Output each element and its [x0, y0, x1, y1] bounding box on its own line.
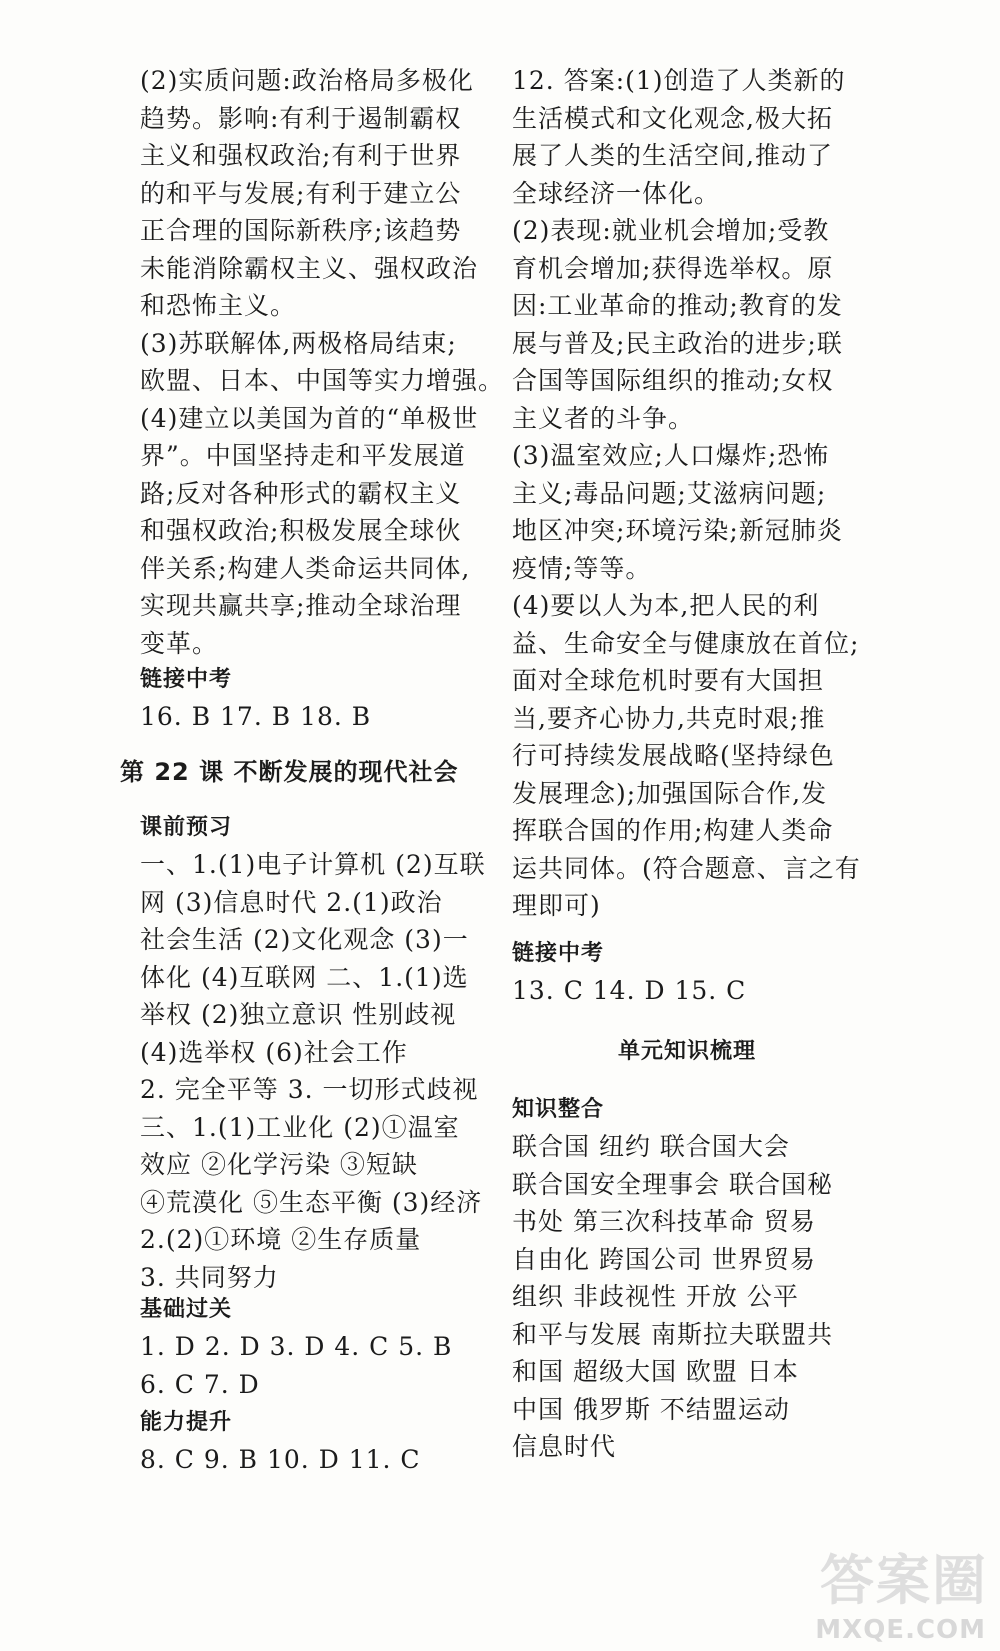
text-line: 信息时代: [512, 1432, 617, 1461]
text-line: 1. D 2. D 3. D 4. C 5. B: [140, 1332, 453, 1361]
text-line: ④荒漠化 ⑤生态平衡 (3)经济: [140, 1187, 483, 1217]
text-line: 生活模式和文化观念,极大拓: [512, 103, 833, 133]
text-line: 12. 答案:(1)创造了人类新的: [512, 66, 846, 95]
text-line: 理即可): [512, 891, 601, 920]
text-line: 益、生命安全与健康放在首位;: [512, 628, 860, 658]
text-line: 3. 共同努力: [140, 1262, 279, 1292]
unit-title: 单元知识梳理: [617, 1039, 756, 1064]
text-line: 发展理念);加强国际合作,发: [512, 778, 828, 808]
text-line: 育机会增加;获得选举权。原: [512, 253, 834, 283]
text-line: 主义者的斗争。: [512, 403, 695, 433]
text-line: 伴关系;构建人类命运共同体,: [140, 553, 471, 583]
text-line: (3)苏联解体,两极格局结束;: [140, 328, 457, 358]
text-line: 疫情;等等。: [512, 553, 652, 583]
text-line: 自由化 跨国公司 世界贸易: [512, 1244, 816, 1274]
text-line: 联合国安全理事会 联合国秘: [512, 1169, 833, 1199]
text-line: (4)选举权 (6)社会工作: [140, 1037, 408, 1067]
link-exam-heading-right: 链接中考: [512, 941, 605, 966]
text-line: (4)建立以美国为首的“单极世: [140, 403, 479, 433]
text-line: (2)表现:就业机会增加;受教: [512, 216, 830, 245]
text-line: 中国 俄罗斯 不结盟运动: [512, 1394, 790, 1424]
lesson-title: 第 22 课 不断发展的现代社会: [120, 758, 459, 786]
text-line: 全球经济一体化。: [512, 178, 721, 208]
ability-answers: 8. C 9. B 10. D 11. C: [140, 1445, 421, 1474]
text-line: 欧盟、日本、中国等实力增强。: [140, 366, 505, 395]
text-line: (2)实质问题:政治格局多极化: [140, 66, 474, 95]
ability-heading: 能力提升: [140, 1410, 233, 1435]
text-line: 运共同体。(符合题意、言之有: [512, 853, 861, 883]
integrate-heading: 知识整合: [512, 1097, 605, 1122]
text-line: 6. C 7. D: [140, 1369, 260, 1399]
text-line: 三、1.(1)工业化 (2)①温室: [140, 1112, 460, 1142]
text-line: 和平与发展 南斯拉夫联盟共: [512, 1319, 833, 1349]
text-line: 联合国 纽约 联合国大会: [512, 1132, 790, 1161]
text-line: 效应 ②化学污染 ③短缺: [140, 1150, 418, 1179]
text-line: 因:工业革命的推动;教育的发: [512, 291, 843, 320]
text-line: 的和平与发展;有利于建立公: [140, 178, 462, 208]
text-line: 书处 第三次科技革命 贸易: [512, 1207, 816, 1236]
text-line: (3)温室效应;人口爆炸;恐怖: [512, 441, 830, 470]
link-exam-answers-left: 16. B 17. B 18. B: [140, 702, 372, 731]
text-line: 变革。: [140, 628, 219, 658]
text-line: 和强权政治;积极发展全球伙: [140, 516, 462, 545]
text-line: 社会生活 (2)文化观念 (3)一: [140, 925, 469, 954]
watermark-logo-text: 答案圈: [820, 1549, 988, 1612]
text-line: 体化 (4)互联网 二、1.(1)选: [140, 962, 469, 992]
text-line: 趋势。影响:有利于遏制霸权: [140, 103, 462, 133]
basic-heading: 基础过关: [140, 1297, 233, 1322]
text-line: 展了人类的生活空间,推动了: [512, 141, 833, 170]
text-line: 未能消除霸权主义、强权政治: [140, 253, 479, 283]
text-line: 实现共赢共享;推动全球治理: [140, 591, 462, 620]
text-line: 界”。中国坚持走和平发展道: [140, 441, 466, 470]
link-exam-answers-right: 13. C 14. D 15. C: [512, 976, 747, 1005]
text-line: 挥联合国的作用;构建人类命: [512, 816, 834, 845]
text-line: 2.(2)①环境 ②生存质量: [140, 1225, 422, 1254]
text-line: 主义和强权政治;有利于世界: [140, 141, 462, 170]
text-line: 一、1.(1)电子计算机 (2)互联: [140, 850, 486, 879]
text-line: 地区冲突;环境污染;新冠肺炎: [512, 516, 843, 545]
text-line: 合国等国际组织的推动;女权: [512, 366, 834, 395]
text-line: 主义;毒品问题;艾滋病问题;: [512, 478, 827, 508]
watermark-url: MXQE.COM: [815, 1615, 986, 1645]
text-line: 网 (3)信息时代 2.(1)政治: [140, 887, 443, 917]
text-line: 面对全球危机时要有大国担: [512, 666, 825, 695]
text-line: 和恐怖主义。: [140, 291, 297, 320]
text-line: 正合理的国际新秩序;该趋势: [140, 216, 462, 245]
text-line: (4)要以人为本,把人民的利: [512, 591, 820, 620]
text-line: 行可持续发展战略(坚持绿色: [512, 741, 835, 770]
text-line: 和国 超级大国 欧盟 日本: [512, 1357, 799, 1386]
text-line: 路;反对各种形式的霸权主义: [140, 478, 462, 508]
text-line: 2. 完全平等 3. 一切形式歧视: [140, 1075, 479, 1104]
link-exam-heading-left: 链接中考: [140, 667, 233, 692]
text-line: 当,要齐心协力,共克时艰;推: [512, 703, 826, 733]
text-line: 举权 (2)独立意识 性别歧视: [140, 1000, 457, 1029]
preview-heading: 课前预习: [140, 815, 233, 840]
text-line: 展与普及;民主政治的进步;联: [512, 328, 843, 358]
text-line: 组织 非歧视性 开放 公平: [512, 1282, 799, 1311]
